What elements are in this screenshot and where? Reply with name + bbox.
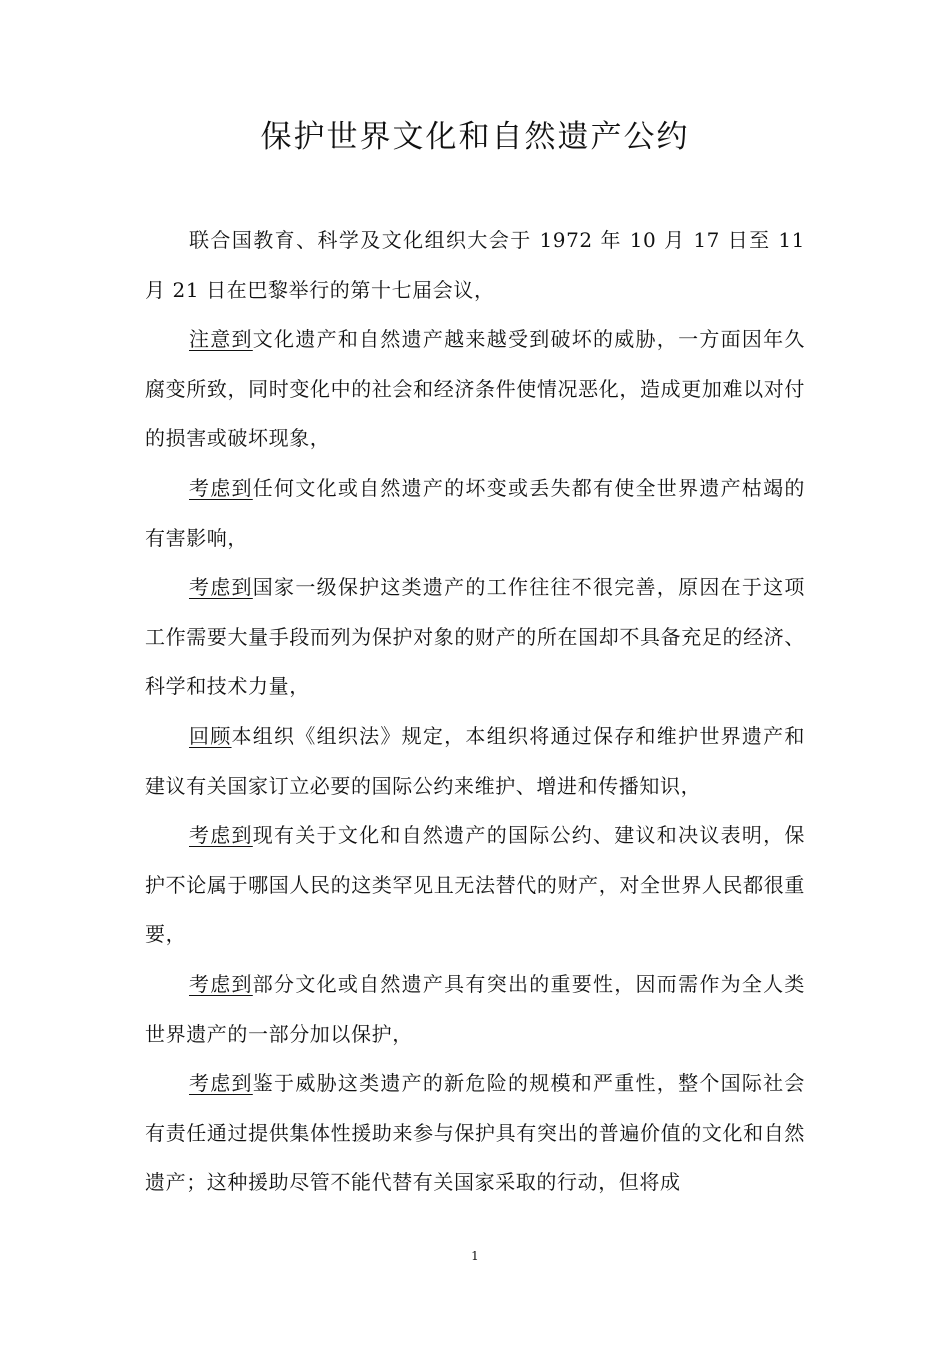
paragraph-keyword: 注意到 — [189, 327, 253, 352]
document-title: 保护世界文化和自然遗产公约 — [260, 119, 690, 155]
paragraph-text: 联合国教育、科学及文化组织大会于 1972 年 10 月 17 日至 11 月 21 日在巴黎举行的第十七届会议， — [145, 228, 805, 302]
paragraph-text: 鉴于威胁这类遗产的新危险的规模和严重性，整个国际社会有责任通过提供集体性援助来参与保护具有突出的普遍价值的文化和自然遗产；这种援助尽管不能代替有关国家采取的行动，但将成 — [145, 1071, 805, 1195]
paragraph-text: 部分文化或自然遗产具有突出的重要性，因而需作为全人类世界遗产的一部分加以保护， — [145, 971, 805, 1046]
paragraph-keyword: 考虑到 — [189, 475, 253, 500]
paragraph-keyword: 回顾 — [189, 723, 232, 748]
paragraph — [145, 464, 805, 563]
paragraph — [145, 216, 805, 315]
paragraph-keyword: 考虑到 — [189, 1071, 253, 1096]
page-number: 1 — [471, 1249, 479, 1263]
paragraph — [145, 563, 805, 712]
paragraph — [145, 811, 805, 960]
paragraph — [145, 960, 805, 1059]
paragraph — [145, 712, 805, 811]
paragraph-text: 本组织《组织法》规定，本组织将通过保存和维护世界遗产和建议有关国家订立必要的国际公约来维护、增进和传播知识， — [145, 723, 805, 798]
paragraph-text: 文化遗产和自然遗产越来越受到破坏的威胁，一方面因年久腐变所致，同时变化中的社会和经济条件使情况恶化，造成更加难以对付的损害或破坏现象， — [145, 327, 805, 451]
document-body — [145, 216, 805, 1208]
paragraph-keyword: 考虑到 — [189, 575, 253, 600]
paragraph-keyword: 考虑到 — [189, 971, 253, 996]
paragraph-keyword: 考虑到 — [189, 823, 253, 848]
paragraph — [145, 315, 805, 464]
paragraph-text: 任何文化或自然遗产的坏变或丢失都有使全世界遗产枯竭的有害影响， — [145, 475, 805, 550]
paragraph — [145, 1059, 805, 1208]
paragraph-text: 国家一级保护这类遗产的工作往往不很完善，原因在于这项工作需要大量手段而列为保护对象的财产的所在国却不具备充足的经济、科学和技术力量， — [145, 575, 805, 699]
paragraph-text: 现有关于文化和自然遗产的国际公约、建议和决议表明，保护不论属于哪国人民的这类罕见且无法替代的财产，对全世界人民都很重要， — [145, 823, 805, 947]
